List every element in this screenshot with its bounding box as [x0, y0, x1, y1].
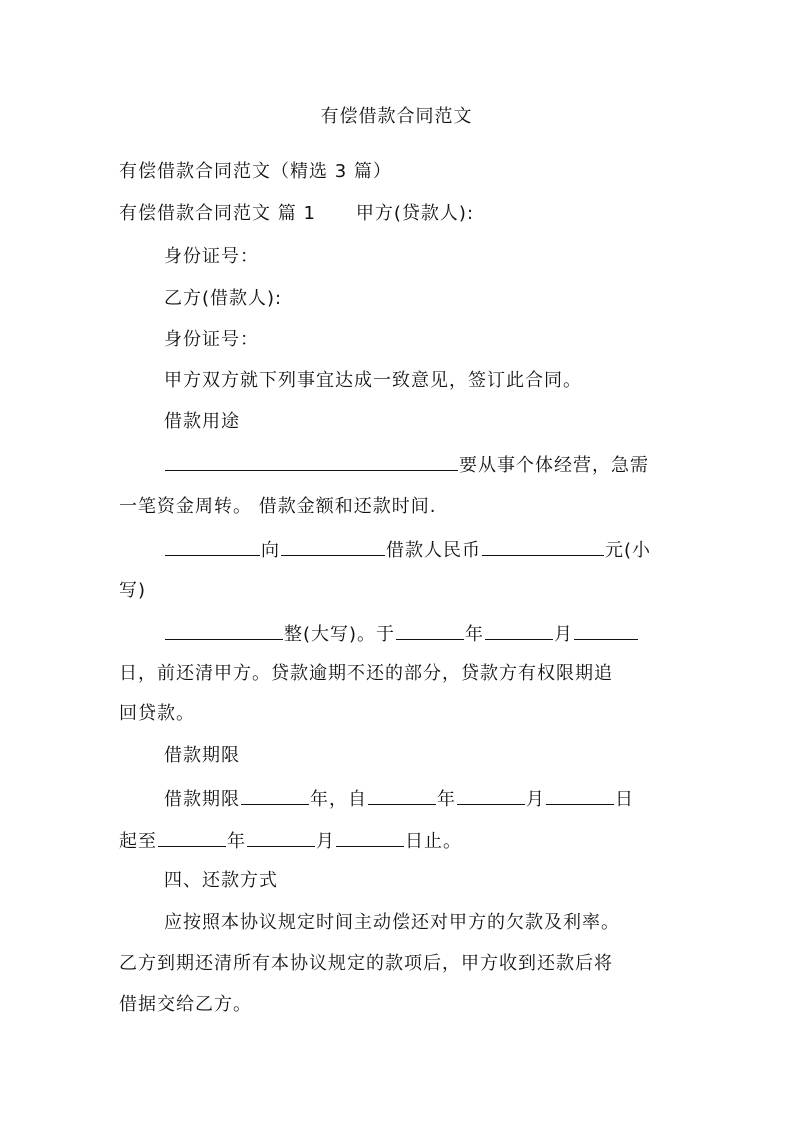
start-year-text: 年 — [437, 789, 456, 810]
section-heading: 有偿借款合同范文 篇 1 — [119, 203, 316, 224]
purpose-blank[interactable] — [165, 450, 458, 471]
agreement-statement: 甲方双方就下列事宜达成一致意见，签订此合同。 — [164, 370, 582, 391]
amount-yuan-small-text: 元(小 — [605, 540, 652, 561]
repay-method-line-1: 应按照本协议规定时间主动偿还对甲方的欠款及利率。 — [164, 912, 620, 933]
purpose-line-1 — [164, 450, 649, 480]
term-end-text: 日止。 — [405, 831, 462, 852]
start-month-blank[interactable] — [457, 784, 525, 805]
section-heading-line — [119, 200, 474, 228]
amount-caps-text: 整(大写)。于 — [284, 624, 396, 645]
repay-line: 日，前还清甲方。贷款逾期不还的部分，贷款方有权限期追 — [119, 663, 613, 684]
id-number-label-a: 身份证号： — [164, 246, 259, 267]
repay-method-line-3: 借据交给乙方。 — [119, 994, 252, 1015]
start-year-blank[interactable] — [368, 784, 436, 805]
start-day-blank[interactable] — [546, 784, 614, 805]
amount-caps-line — [164, 619, 639, 649]
repay-line-end: 回贷款。 — [119, 703, 195, 724]
lender-blank[interactable] — [165, 535, 260, 556]
amount-small-close: 写) — [119, 580, 147, 601]
repay-day-blank[interactable] — [574, 619, 638, 640]
party-b-label: 乙方(借款人): — [164, 288, 283, 309]
party-a-label: 甲方(贷款人): — [355, 203, 475, 224]
amount-to-text: 向 — [261, 540, 280, 561]
document-subtitle: 有偿借款合同范文（精选 3 篇） — [119, 161, 392, 182]
month-text: 月 — [554, 624, 574, 645]
year-text: 年 — [465, 624, 485, 645]
loan-purpose-heading: 借款用途 — [164, 411, 240, 432]
term-heading: 借款期限 — [164, 745, 240, 766]
amount-caps-blank[interactable] — [165, 619, 283, 640]
start-day-text: 日 — [615, 789, 634, 810]
end-month-blank[interactable] — [247, 826, 315, 847]
repay-year-blank[interactable] — [396, 619, 464, 640]
repay-method-line-2: 乙方到期还清所有本协议规定的款项后，甲方收到还款后将 — [119, 953, 613, 974]
term-label: 借款期限 — [164, 789, 240, 810]
term-years-blank[interactable] — [241, 784, 309, 805]
borrower-blank[interactable] — [281, 535, 385, 556]
repay-month-blank[interactable] — [485, 619, 553, 640]
repay-method-heading: 四、还款方式 — [164, 870, 278, 891]
term-line — [164, 784, 634, 814]
purpose-line-1-tail: 要从事个体经营，急需 — [459, 455, 649, 476]
end-month-text: 月 — [316, 831, 335, 852]
term-year-from-text: 年，自 — [310, 789, 367, 810]
term-end-line — [119, 826, 462, 856]
document-title: 有偿借款合同范文 — [320, 106, 473, 127]
start-month-text: 月 — [526, 789, 545, 810]
purpose-line-2: 一笔资金周转。 借款金额和还款时间. — [119, 496, 437, 517]
end-day-blank[interactable] — [336, 826, 404, 847]
term-start-to-text: 起至 — [119, 831, 157, 852]
amount-line — [164, 535, 651, 565]
id-number-label-b: 身份证号： — [164, 329, 259, 350]
end-year-blank[interactable] — [158, 826, 226, 847]
amount-small-blank[interactable] — [482, 535, 604, 556]
amount-rmb-text: 借款人民币 — [386, 540, 481, 561]
end-year-text: 年 — [227, 831, 246, 852]
